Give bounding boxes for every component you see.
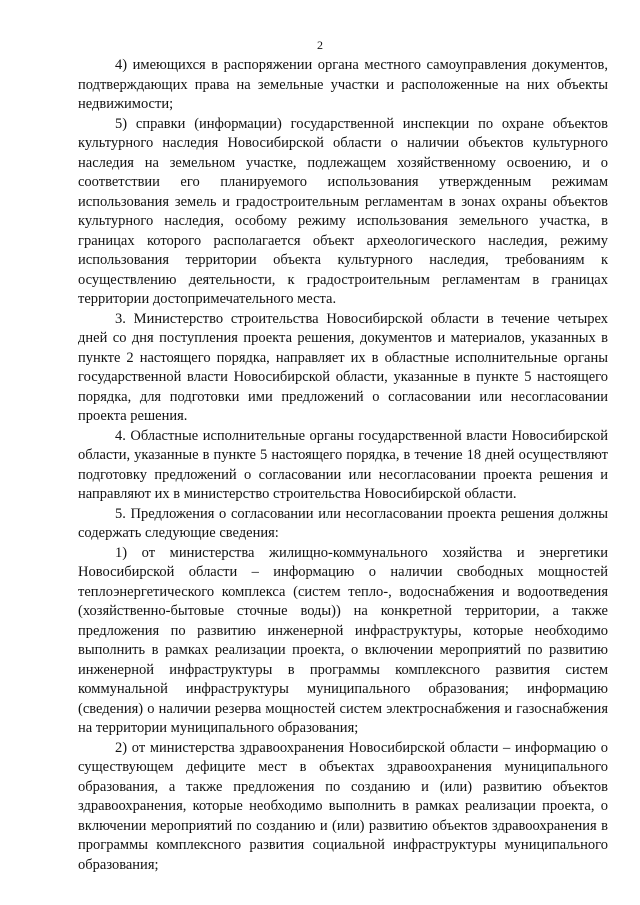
paragraph-clause-4: 4. Областные исполнительные органы государственной власти Новосибирской области, указанные в пункте 5 настоящего порядка, в течение 18 дней осуществляют подготовку предложений о согласовании или несогласовании проекта решения и направляют их в министерство строительства Новосибирской области.: [78, 427, 608, 502]
paragraph-item-5: 5) справки (информации) государственной инспекции по охране объектов культурного наследия Новосибирской области о наличии объектов культурного наследия на земельном участке, подлежащем хозяйственному освоению, и о соответствии его планируемого использования утвержденным режимам использования земель и градостроительным регламентам в зонах охраны объектов культурного наследия, особому режиму использования земельного участка, в границах которого располагается объект археологического наследия, режиму использования территории объекта культурного наследия, требованиям к осуществлению деятельности, к градостроительным регламентам в границах территории достопримечательного места.: [78, 115, 608, 307]
paragraph-item-4: 4) имеющихся в распоряжении органа местного самоуправления документов, подтверждающих права на земельные участки и расположенные на них объекты недвижимости;: [78, 57, 608, 112]
page-number: 2: [317, 38, 323, 52]
document-body: [78, 56, 608, 875]
paragraph-clause-3: 3. Министерство строительства Новосибирской области в течение четырех дней со дня поступления проекта решения, документов и материалов, указанных в пункте 2 настоящего порядка, направляет их в областные исполнительные органы государственной власти Новосибирской области, указанные в пункте 5 настоящего порядка, для подготовки ими предложений о согласовании или несогласовании проекта решения.: [78, 310, 608, 424]
paragraph-subitem-1: 1) от министерства жилищно-коммунального хозяйства и энергетики Новосибирской области – информацию о наличии свободных мощностей теплоэнергетического комплекса (систем тепло-, водоснабжения и водоотведения (хозяйственно-бытовые сточные воды)) на конкретной территории, а также предложения по развитию инженерной инфраструктуры, которые необходимо выполнить в рамках реализации проекта, о включении мероприятий по развитию инженерной инфраструктуры в программы комплексного развития систем коммунальной инфраструктуры муниципального образования; информацию (сведения) о наличии резерва мощностей систем электроснабжения и газоснабжения на территории муниципального образования;: [78, 544, 608, 736]
paragraph-clause-5: 5. Предложения о согласовании или несогласовании проекта решения должны содержать следующие сведения:: [78, 505, 608, 541]
paragraph-subitem-2: 2) от министерства здравоохранения Новосибирской области – информацию о существующем дефиците мест в объектах здравоохранения муниципального образования, а также предложения по созданию и (или) развитию объектов здравоохранения, которые необходимо выполнить в рамках реализации проекта, о включении мероприятий по созданию и (или) развитию объектов здравоохранения в программы комплексного развития социальной инфраструктуры муниципального образования;: [78, 739, 608, 873]
